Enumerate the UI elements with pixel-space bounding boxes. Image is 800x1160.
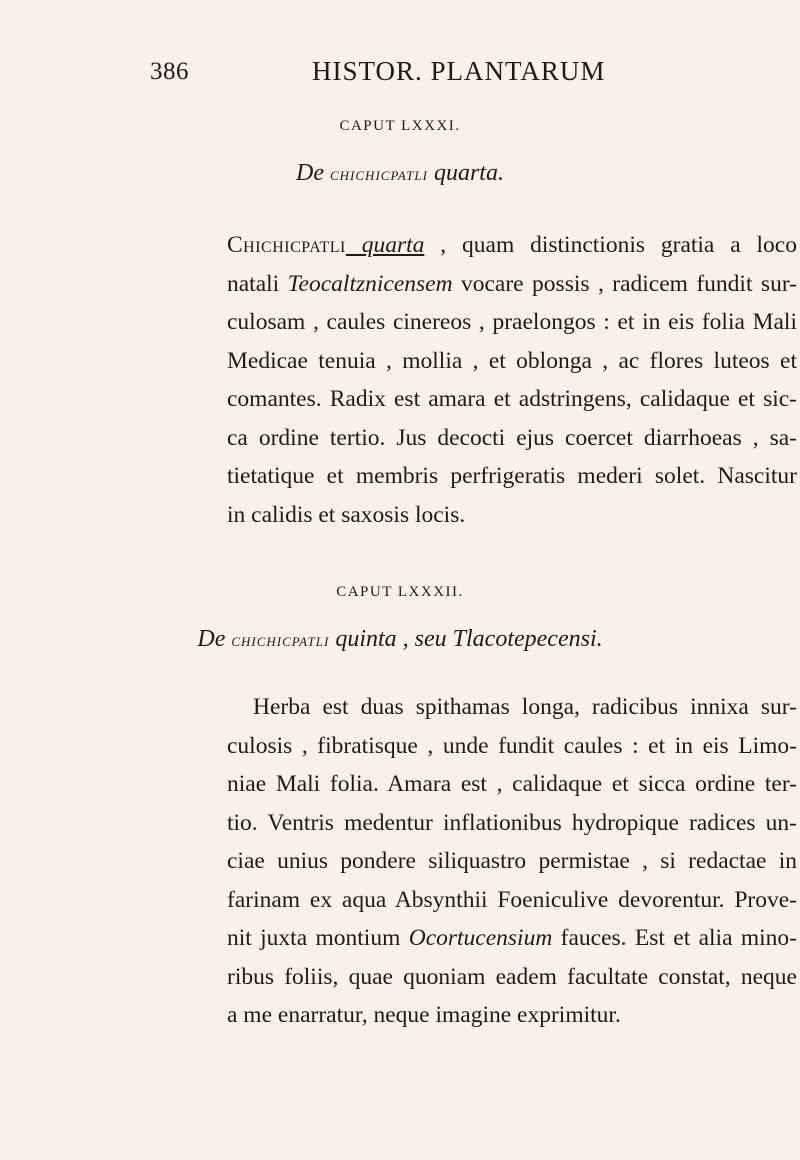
text-line: culosis , fibratisque , unde fundit caules : et in eis Limo- — [227, 732, 797, 759]
plant-name: Chichicpatli — [227, 232, 346, 258]
text-line: Medicae tenuia , mollia , et oblonga , ac flores luteos et — [227, 347, 797, 374]
text-line: ca ordine tertio. Jus decocti ejus coercet diarrhoeas , sa- — [227, 424, 797, 451]
italic-term: Teocaltznicensem — [287, 270, 453, 297]
subtitle-plant-name: chichicpatli — [231, 630, 330, 651]
text-line: ribus foliis, quae quoniam eadem facultate constat, neque — [227, 963, 797, 990]
text-line: Herba est duas spithamas longa, radicibus innixa sur- — [253, 694, 797, 720]
subtitle-prefix: De — [296, 160, 324, 186]
chapter-subtitle-82 — [0, 626, 800, 653]
paragraph-chapter-82 — [227, 688, 797, 1035]
text-line — [227, 265, 797, 304]
text-line: tietatique et membris perfrigeratis mederi solet. Nascitur — [227, 463, 797, 489]
chapter-subtitle-81 — [0, 160, 800, 187]
running-title: HISTOR. PLANTARUM — [312, 56, 606, 86]
text-line: farinam ex aqua Absynthii Foeniculive devorentur. Prove- — [227, 886, 797, 913]
page-header — [150, 58, 750, 98]
subtitle-plant-name: chichicpatli — [330, 164, 428, 185]
text-line: ciae unius pondere siliquastro permistae , si redactae in — [227, 848, 797, 874]
subtitle-prefix: De — [197, 626, 226, 652]
line-text: vocare possis , radicem fundit sur- — [452, 270, 798, 297]
line-text: natali — [227, 270, 288, 297]
line-text: fauces. Est et alia mino- — [552, 925, 797, 951]
subtitle-suffix: Tlacotepecensi. — [452, 626, 603, 652]
text-line — [227, 226, 797, 265]
text-line: niae Mali folia. Amara est , calidaque et sicca ordine ter- — [227, 771, 797, 797]
line-text: , quam distinctionis gratia a loco — [424, 232, 797, 258]
line-text: nit juxta montium — [227, 925, 409, 951]
text-line: culosam , caules cinereos , praelongos : et in eis folia Mali — [227, 309, 797, 335]
chapter-heading-82: CAPUT LXXXII. — [336, 584, 464, 600]
subtitle-mid: quinta , seu — [335, 626, 447, 652]
italic-term: Ocortucensium — [408, 925, 553, 951]
italic-term: quarta — [345, 232, 425, 258]
subtitle-suffix: quarta. — [433, 160, 504, 186]
text-line: in calidis et saxosis locis. — [227, 501, 466, 528]
text-line — [227, 919, 797, 958]
paragraph-chapter-81 — [227, 226, 797, 534]
page-number: 386 — [150, 58, 189, 85]
chapter-heading-81: CAPUT LXXXI. — [339, 118, 461, 134]
text-line: a me enarratur, neque imagine exprimitur. — [227, 1002, 621, 1028]
text-line: comantes. Radix est amara et adstringens, calidaque et sic- — [227, 386, 797, 412]
text-line: tio. Ventris medentur inflationibus hydropique radices un- — [227, 809, 797, 836]
